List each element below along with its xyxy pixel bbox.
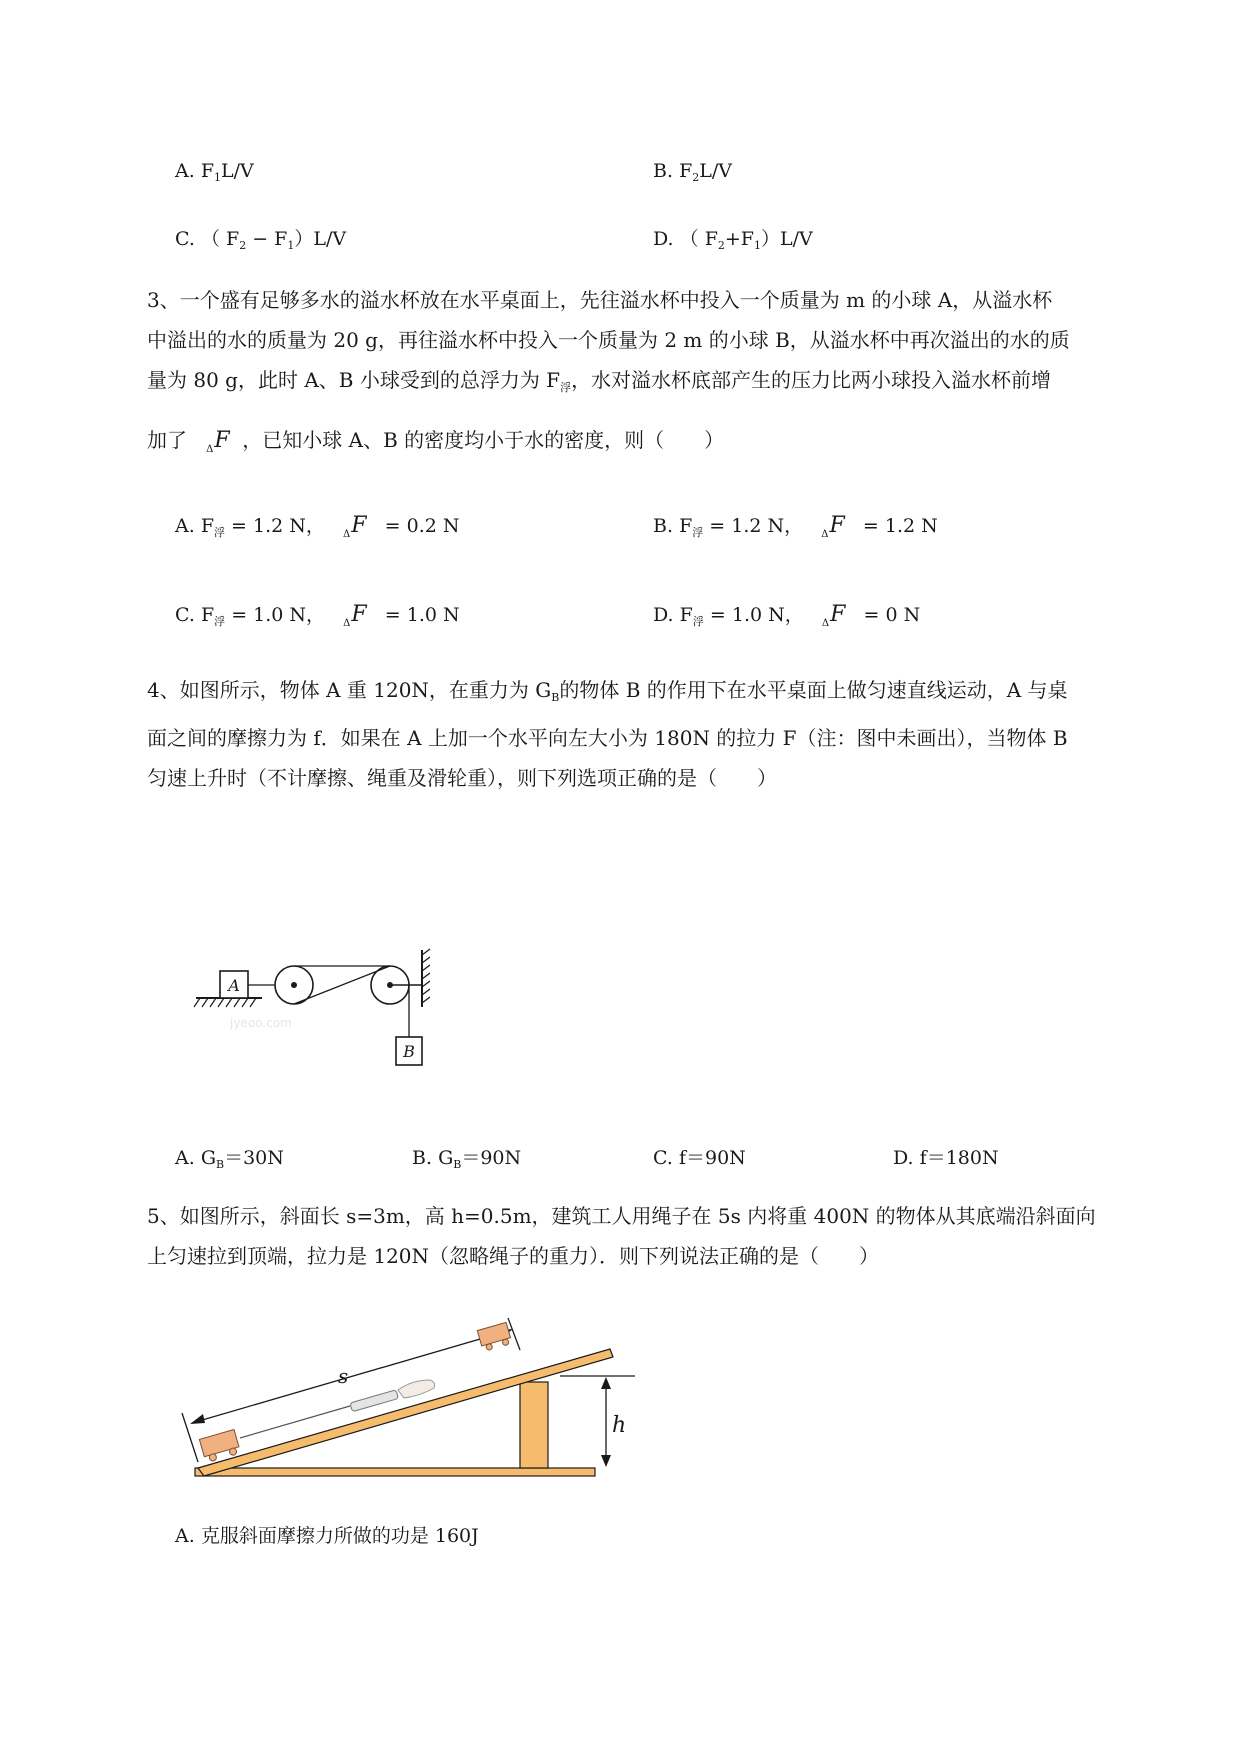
question-3-stem: [147, 280, 1147, 470]
stem-line: 面之间的摩擦力为 f．如果在 A 上加一个水平向左大小为 180N 的拉力 F（注：图中未画出），当物体 B: [147, 726, 1068, 750]
h-arrow-down: [601, 1455, 611, 1467]
option-letter: C.: [175, 228, 195, 250]
base-plank: [195, 1468, 595, 1476]
stem-line: 3、一个盛有足够多水的溢水杯放在水平桌面上，先往溢水杯中投入一个质量为 m 的小球 A，从溢水杯: [147, 288, 1053, 312]
force-symbol: F: [214, 428, 230, 453]
option-sub: 1: [214, 171, 221, 184]
option-text: （ F: [200, 228, 240, 250]
option-sub: 1: [754, 239, 761, 252]
s-arrow-left: [190, 1414, 205, 1424]
question-4-stem: [147, 670, 1147, 798]
q4-option-a[interactable]: A. $G_B=30N$: [175, 1147, 284, 1171]
stem-line: 匀速上升时（不计摩擦、绳重及滑轮重），则下列选项正确的是（ ）: [147, 766, 777, 790]
q4-option-d[interactable]: D. f＝180N: [893, 1147, 999, 1169]
option-text: − F: [246, 228, 288, 250]
q3-option-b[interactable]: B. $F_浮 = 1.2$ N， $_\Delta$F = 1.2 N: [653, 513, 938, 540]
watermark: jyeoo.com: [230, 1016, 292, 1030]
delta-symbol: Δ: [343, 529, 351, 540]
stem-line: 量为 80 g，此时 A、B 小球受到的总浮力为 $F_浮$，水对溢水杯底部产生的压力比两小球投入溢水杯前增: [147, 368, 1052, 394]
option-text: F: [200, 160, 214, 182]
table-hatch: [194, 998, 256, 1007]
incline-figure: [170, 1310, 650, 1490]
stem-line: 4、如图所示，物体 A 重 120N，在重力为 $G_B$的物体 B 的作用下在水平桌面上做匀速直线运动，A 与桌: [147, 678, 1068, 704]
pulley-figure: [190, 945, 480, 1085]
spring-scale: [350, 1390, 399, 1412]
option-sub: 2: [692, 171, 700, 184]
option-text: L/V: [221, 160, 254, 182]
option-text: +F: [724, 228, 754, 250]
label-a: A: [228, 976, 240, 995]
q3-option-d[interactable]: D. $F_浮 = 1.0$ N， $_\Delta$F = 0 N: [653, 602, 921, 629]
force-symbol: F: [351, 513, 367, 538]
delta-symbol: Δ: [821, 529, 829, 540]
question-5-stem: [147, 1196, 1147, 1276]
delta-symbol: Δ: [343, 618, 351, 629]
q3-option-a[interactable]: A. $F_浮 = 1.2$ N， $_\Delta$F = 0.2 N: [175, 513, 460, 540]
force-symbol: F: [829, 513, 845, 538]
label-b: B: [403, 1042, 415, 1061]
option-sub: 1: [287, 239, 295, 252]
option-letter: D.: [653, 228, 674, 250]
option-letter: B.: [653, 160, 674, 182]
hand: [398, 1380, 435, 1398]
force-symbol: F: [351, 602, 367, 627]
q2-option-d[interactable]: [653, 224, 813, 252]
option-letter: A.: [175, 160, 195, 182]
option-text: F: [679, 160, 693, 182]
delta-symbol: Δ: [821, 618, 830, 629]
stem-line: 中溢出的水的质量为 20 g，再往溢水杯中投入一个质量为 2 m 的小球 B，从溢水杯中再次溢出的水的质: [147, 328, 1070, 352]
stem-line: 加了 $_\Delta$F ，已知小球 A、B 的密度均小于水的密度，则（ ）: [147, 428, 725, 455]
cart-top: [477, 1322, 512, 1351]
delta-symbol: Δ: [206, 444, 214, 455]
q2-option-b[interactable]: [653, 160, 732, 184]
q4-option-c[interactable]: C. f＝90N: [653, 1147, 746, 1169]
label-s: s: [338, 1364, 349, 1388]
q4-option-b[interactable]: B. $G_B=90N$: [412, 1147, 522, 1171]
q5-option-a[interactable]: A. 克服斜面摩擦力所做的功是 160J: [175, 1525, 479, 1547]
stem-line: 5、如图所示，斜面长 s=3m，高 h=0.5m，建筑工人用绳子在 5s 内将重 400N 的物体从其底端沿斜面向: [147, 1204, 1096, 1228]
h-arrow-up: [601, 1377, 611, 1389]
option-text: ）L/V: [294, 228, 347, 250]
wall-hatch: [422, 949, 430, 1003]
option-text: L/V: [699, 160, 732, 182]
option-text: （ F: [679, 228, 718, 250]
option-sub: 2: [717, 239, 725, 252]
stem-line: 上匀速拉到顶端，拉力是 120N（忽略绳子的重力）．则下列说法正确的是（ ）: [147, 1244, 880, 1268]
option-sub: 2: [239, 239, 247, 252]
support-post: [520, 1382, 548, 1468]
ramp: [198, 1349, 613, 1476]
label-h: h: [612, 1413, 627, 1438]
q2-option-a[interactable]: [175, 160, 254, 184]
q2-option-c[interactable]: [175, 224, 346, 252]
q3-option-c[interactable]: C. $F_浮 = 1.0$ N， $_\Delta$F = 1.0 N: [175, 602, 460, 629]
force-symbol: F: [830, 602, 846, 627]
option-text: ）L/V: [761, 228, 813, 250]
